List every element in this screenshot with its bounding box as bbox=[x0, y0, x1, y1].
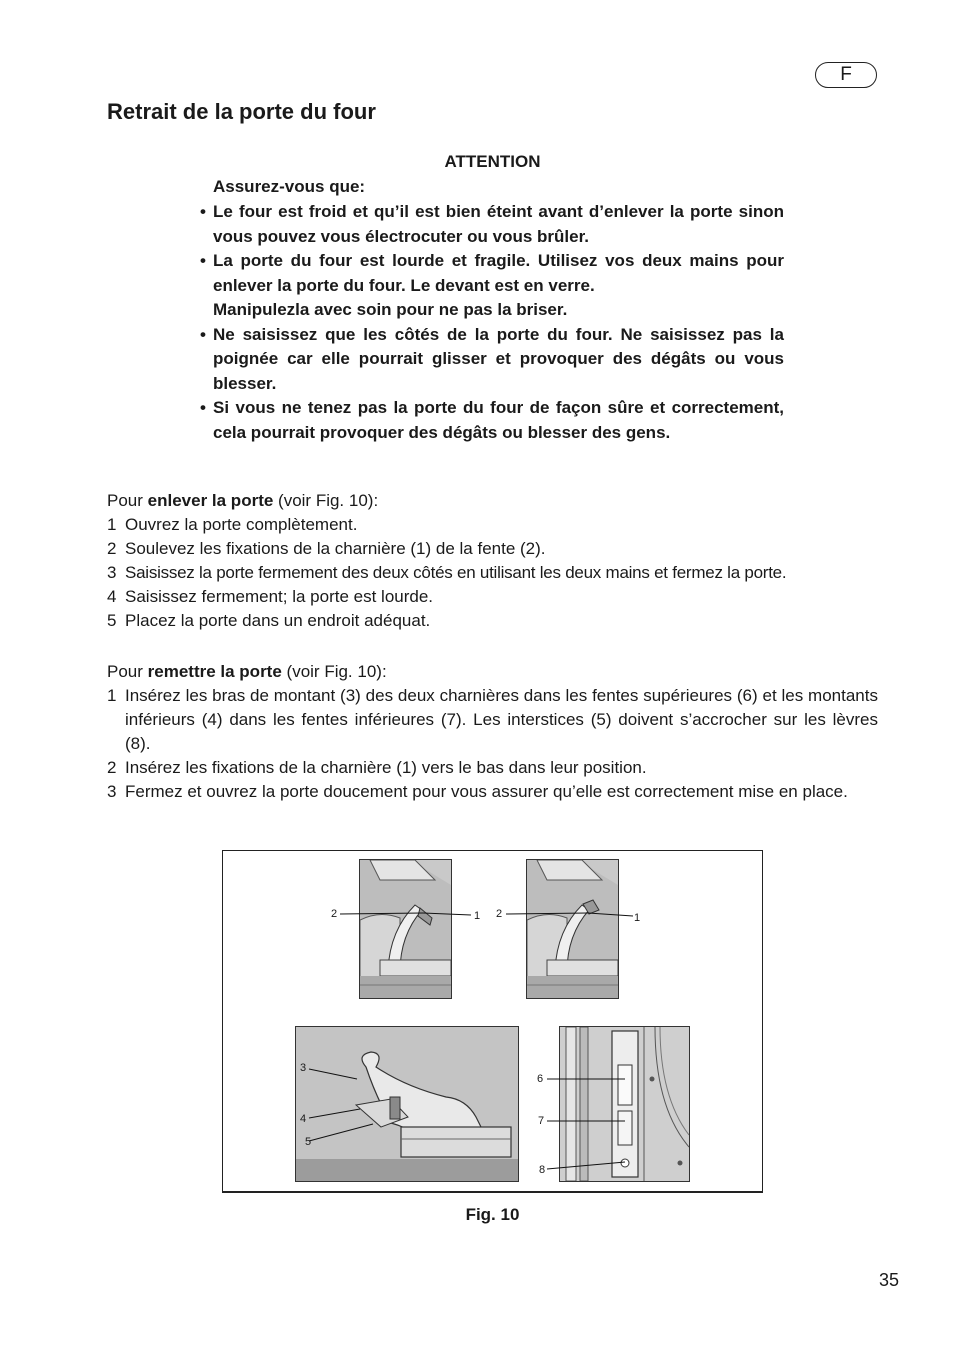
callout-2-right: 2 bbox=[496, 908, 503, 920]
step-text: Insérez les fixations de la charnière (1) vers le bas dans leur position. bbox=[125, 758, 647, 777]
remove-door-steps bbox=[107, 513, 878, 633]
replace-door-intro bbox=[107, 660, 878, 684]
step-number: 3 bbox=[107, 782, 117, 801]
intro-bold: remettre la porte bbox=[147, 662, 282, 681]
figure-caption: Fig. 10 bbox=[465, 1205, 520, 1224]
step-text: Ouvrez la porte complètement. bbox=[125, 515, 358, 534]
figure-10 bbox=[222, 850, 763, 1193]
callout-3: 3 bbox=[300, 1062, 307, 1074]
intro-bold: enlever la porte bbox=[147, 491, 274, 510]
step-number: 4 bbox=[107, 587, 117, 606]
attention-item: • Ne saisissez que les côtés de la porte du four. Ne saisissez pas la poignée car elle pourrait glisser et provoquer des dégâts ou vous blesser. bbox=[200, 323, 784, 397]
page-number: 35 bbox=[879, 1270, 900, 1290]
intro-suffix: (voir Fig. 10): bbox=[281, 662, 387, 681]
callout-2: 2 bbox=[331, 908, 338, 920]
step-number: 1 bbox=[107, 515, 117, 534]
step-item bbox=[107, 513, 878, 537]
intro-prefix: Pour bbox=[107, 662, 148, 681]
page-title: Retrait de la porte du four bbox=[107, 99, 376, 124]
callout-6: 6 bbox=[537, 1073, 544, 1085]
callout-7: 7 bbox=[538, 1115, 545, 1127]
step-item bbox=[107, 756, 878, 780]
callout-5: 5 bbox=[305, 1136, 312, 1148]
step-item bbox=[107, 537, 878, 561]
step-item bbox=[107, 684, 878, 756]
step-number: 5 bbox=[107, 611, 117, 630]
step-number: 2 bbox=[107, 758, 117, 777]
step-text: Placez la porte dans un endroit adéquat. bbox=[125, 611, 431, 630]
callout-4: 4 bbox=[300, 1113, 307, 1125]
step-number: 3 bbox=[107, 563, 117, 582]
attention-item: • Si vous ne tenez pas la porte du four de façon sûre et correctement, cela pourrait provoquer des dégâts ou blesser des gens. bbox=[200, 396, 784, 445]
attention-item: • La porte du four est lourde et fragile. Utilisez vos deux mains pour enlever la porte du four. Le devant est en verre. bbox=[200, 249, 784, 298]
replace-door-steps bbox=[107, 684, 878, 804]
intro-prefix: Pour bbox=[107, 491, 148, 510]
callout-leader-lines bbox=[223, 851, 762, 1191]
step-text: Fermez et ouvrez la porte doucement pour vous assurer qu’elle est correctement mise en place. bbox=[125, 782, 848, 801]
step-number: 1 bbox=[107, 686, 117, 705]
replace-door-section bbox=[107, 660, 878, 804]
attention-list bbox=[200, 200, 784, 445]
language-badge: F bbox=[815, 62, 877, 88]
step-item bbox=[107, 585, 878, 609]
remove-door-intro bbox=[107, 489, 878, 513]
step-text: Insérez les bras de montant (3) des deux charnières dans les fentes supérieures (6) et les montants inférieurs (4) dans les fentes inférieures (7). Les interstices (5) doivent s’accrocher sur les lèvres (8). bbox=[125, 686, 878, 753]
step-text: Saisissez fermement; la porte est lourde. bbox=[125, 587, 434, 606]
step-item bbox=[107, 561, 878, 585]
step-item bbox=[107, 609, 878, 633]
attention-heading: ATTENTION bbox=[444, 152, 541, 171]
callout-8: 8 bbox=[539, 1164, 546, 1176]
step-text: Soulevez les fixations de la charnière (1) de la fente (2). bbox=[125, 539, 546, 558]
remove-door-section bbox=[107, 489, 878, 633]
step-item bbox=[107, 780, 878, 804]
attention-item: • Le four est froid et qu’il est bien éteint avant d’enlever la porte sinon vous pouvez vous électrocuter ou vous brûler. bbox=[200, 200, 784, 249]
intro-suffix: (voir Fig. 10): bbox=[273, 491, 379, 510]
callout-1: 1 bbox=[474, 910, 481, 922]
step-text: Saisissez la porte fermement des deux côtés en utilisant les deux mains et fermez la porte. bbox=[125, 563, 787, 582]
attention-item: Manipulezla avec soin pour ne pas la briser. bbox=[213, 300, 568, 319]
callout-1-right: 1 bbox=[634, 912, 641, 924]
attention-intro: Assurez-vous que: bbox=[213, 177, 366, 196]
step-number: 2 bbox=[107, 539, 117, 558]
